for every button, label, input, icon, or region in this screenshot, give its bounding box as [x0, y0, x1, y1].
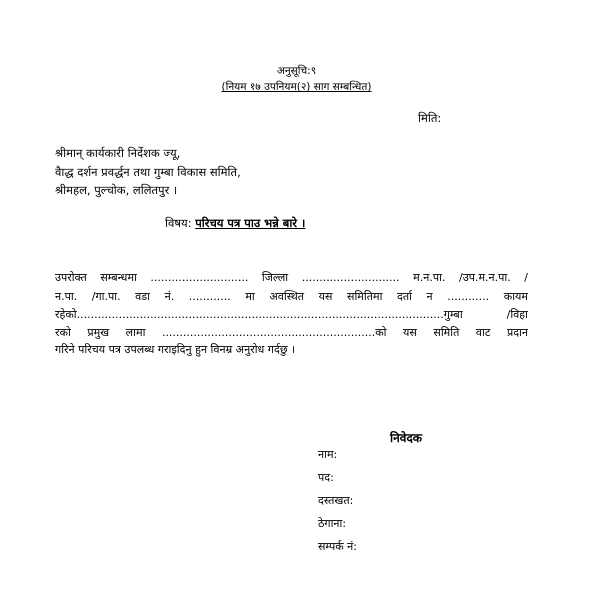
subject-label: विषय:	[165, 216, 192, 230]
applicant-heading: निवेदक	[390, 431, 423, 445]
body-line-2: न.पा. /गा.पा. वडा नं. ............ मा अवस्थित यस समितिमा दर्ता न ............ कायम	[55, 290, 528, 303]
subject-line	[165, 216, 305, 231]
post-label: पद:	[318, 471, 334, 484]
address-label: ठेगाना:	[318, 517, 347, 530]
rule-reference: (नियम १७ उपनियम(२) साग सम्बन्धित)	[221, 81, 372, 93]
body-line-3: रहेको.........................................................................................................गुम्बा /विहा	[55, 308, 528, 321]
recipient-line-2: वैाद्ध दर्शन प्रवर्द्धन तथा गुम्बा विकास समिति,	[55, 165, 241, 179]
contact-number-label: सम्पर्क नं:	[318, 540, 357, 553]
schedule-title: अनुसूचि:९	[276, 65, 317, 77]
body-line-4: रको प्रमुख लामा .............................................................को यस समिति वाट प्रदान	[55, 326, 528, 339]
subject-value: परिचय पत्र पाउ भन्ने बारे ।	[195, 216, 306, 230]
body-line-5: गरिने परिचय पत्र उपलब्ध गराइदिनु हुन विनम्र अनुरोध गर्दछु ।	[55, 343, 296, 356]
recipient-line-1: श्रीमान् कार्यकारी निर्देशक ज्यू,	[55, 146, 181, 160]
recipient-line-3: श्रीमहल, पुल्चोक, ललितपुर ।	[55, 183, 178, 197]
date-label: मिति:	[418, 111, 442, 125]
name-label: नाम:	[318, 448, 338, 461]
body-line-1: उपरोक्त सम्बन्धमा ............................ जिल्ला ............................ म.न.पा. /उप.म.न.पा. /	[55, 271, 528, 284]
signature-label: दस्तखत:	[318, 494, 354, 507]
